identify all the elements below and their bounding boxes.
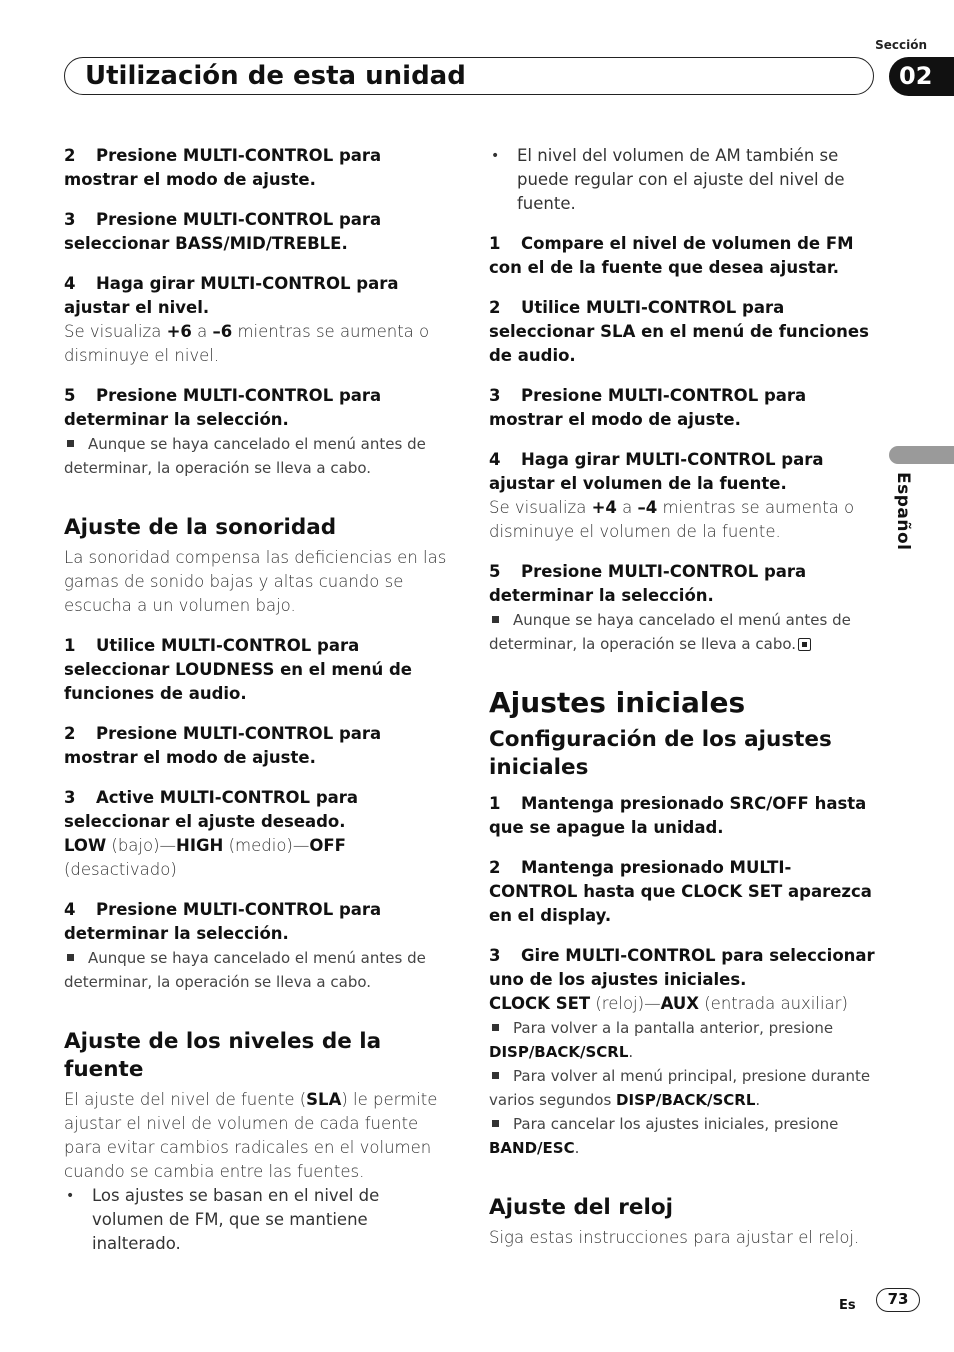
step: 3 Presione MULTI-CONTROL para mostrar el modo de ajuste. [489,386,807,429]
step: 2 Presione MULTI-CONTROL para mostrar el modo de ajuste. [64,724,382,767]
step: 1 Compare el nivel de volumen de FM con el de la fuente que desea ajustar. [489,234,854,277]
step: 2 Mantenga presionado MULTI-CONTROL hasta que CLOCK SET aparezca en el display. [489,858,872,925]
bullet-dot-icon: • [66,1188,75,1204]
step: 4 Haga girar MULTI-CONTROL para ajustar el nivel. [64,274,399,317]
section-heading: Ajuste del reloj [489,1195,673,1220]
section-intro: Siga estas instrucciones para ajustar el reloj. [489,1228,860,1247]
section-number-badge: 02 [889,57,954,96]
bullet-item: • Los ajustes se basan en el nivel de volumen de FM, que se mantiene inalterado. [64,1184,454,1256]
chapter-heading: Ajustes iniciales [489,686,746,719]
end-of-section-icon [798,638,811,651]
step-description: Se visualiza +6 a –6 mientras se aumenta o disminuye el nivel. [64,322,430,365]
step: 3 Active MULTI-CONTROL para seleccionar el ajuste deseado. [64,788,359,831]
note-square-icon [492,1024,499,1031]
note: Para volver al menú principal, presione durante varios segundos DISP/BACK/SCRL. [489,1067,871,1109]
section-intro: El ajuste del nivel de fuente (SLA) le permite ajustar el nivel de volumen de cada fuente para evitar cambios radicales en el volumen cuando se cambia entre las fuentes. [64,1090,438,1181]
step: 4 Presione MULTI-CONTROL para determinar la selección. [64,900,382,943]
note-square-icon [492,616,499,623]
step-description: LOW (bajo)—HIGH (medio)—OFF (desactivado) [64,836,346,879]
step-description: Se visualiza +4 a –4 mientras se aumenta o disminuye el volumen de la fuente. [489,498,855,541]
left-column [64,144,454,1272]
page-title: Utilización de esta unidad [85,61,466,91]
language-tab-marker [889,446,954,464]
section-heading: Configuración de los ajustes iniciales [489,727,832,780]
footer-language-code: Es [839,1298,856,1313]
step-description: CLOCK SET (reloj)—AUX (entrada auxiliar) [489,994,848,1013]
note-square-icon [67,440,74,447]
section-intro: La sonoridad compensa las deficiencias en las gamas de sonido bajas y altas cuando se escucha a un volumen bajo. [64,548,447,615]
note: Para volver a la pantalla anterior, presione DISP/BACK/SCRL. [489,1019,834,1061]
page-number: 73 [876,1288,920,1312]
step: 5 Presione MULTI-CONTROL para determinar la selección. [64,386,382,429]
note: Aunque se haya cancelado el menú antes de determinar, la operación se lleva a cabo. [489,611,851,653]
note: Para cancelar los ajustes iniciales, presione BAND/ESC. [489,1115,839,1157]
step: 4 Haga girar MULTI-CONTROL para ajustar el volumen de la fuente. [489,450,824,493]
step: 2 Presione MULTI-CONTROL para mostrar el modo de ajuste. [64,146,382,189]
section-label: Sección [875,38,927,52]
note: Aunque se haya cancelado el menú antes de determinar, la operación se lleva a cabo. [64,949,426,991]
bullet-item: • El nivel del volumen de AM también se puede regular con el ajuste del nivel de fuente. [489,144,879,216]
right-column [489,144,879,1266]
step: 1 Utilice MULTI-CONTROL para seleccionar LOUDNESS en el menú de funciones de audio. [64,636,412,703]
language-label: Español [893,472,913,551]
step: 5 Presione MULTI-CONTROL para determinar la selección. [489,562,807,605]
note-square-icon [492,1120,499,1127]
step: 3 Gire MULTI-CONTROL para seleccionar uno de los ajustes iniciales. [489,946,875,989]
note-square-icon [492,1072,499,1079]
note-square-icon [67,954,74,961]
section-heading: Ajuste de la sonoridad [64,515,337,540]
step: 2 Utilice MULTI-CONTROL para seleccionar SLA en el menú de funciones de audio. [489,298,869,365]
step: 3 Presione MULTI-CONTROL para seleccionar BASS/MID/TREBLE. [64,210,382,253]
bullet-dot-icon: • [491,148,500,164]
step: 1 Mantenga presionado SRC/OFF hasta que se apague la unidad. [489,794,867,837]
section-heading: Ajuste de los niveles de la fuente [64,1029,382,1082]
note: Aunque se haya cancelado el menú antes de determinar, la operación se lleva a cabo. [64,435,426,477]
